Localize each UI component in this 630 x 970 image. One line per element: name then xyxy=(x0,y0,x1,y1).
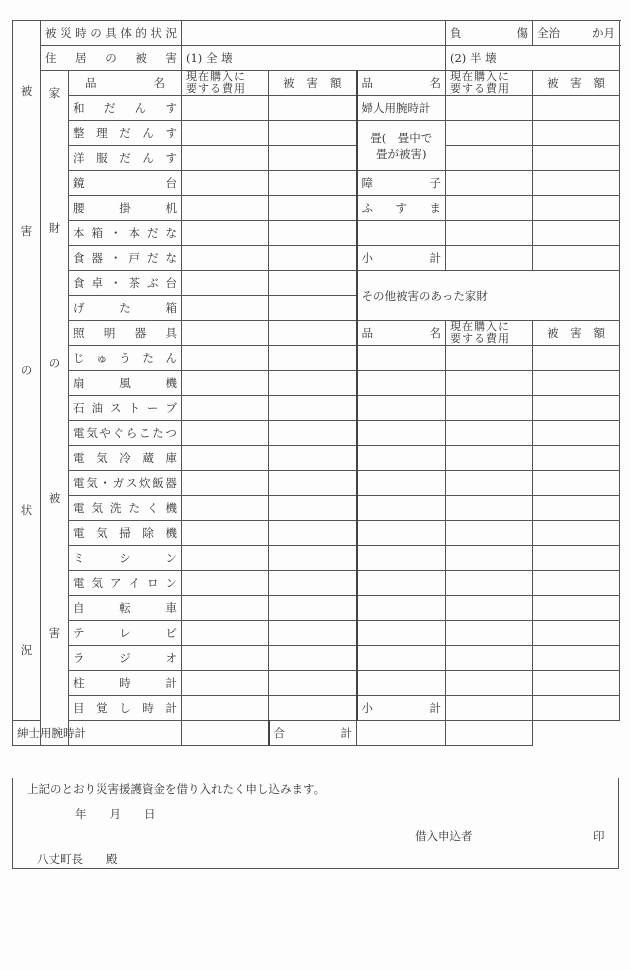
housing-option-full[interactable]: (1) 全 壊 xyxy=(182,46,446,71)
item-name: 食 器 ・ 戸 だ な xyxy=(69,246,182,271)
damage-cell[interactable] xyxy=(269,596,357,621)
damage-cell[interactable] xyxy=(269,246,357,271)
applicant-label: 借入申込者 xyxy=(415,829,473,843)
item-name: じ ゅ う た ん xyxy=(69,346,182,371)
seal-mark: 印 xyxy=(593,829,605,843)
cost-cell[interactable] xyxy=(182,396,269,421)
cost-header: 現在購入に 要する費用 xyxy=(186,70,246,95)
item-name-header: 品 名 xyxy=(357,71,446,96)
damage-cell[interactable] xyxy=(182,721,269,746)
damage-cell[interactable] xyxy=(269,496,357,521)
damage-cell[interactable] xyxy=(533,196,620,221)
damage-cell[interactable] xyxy=(269,196,357,221)
item-ladies-watch: 婦人用腕時計 xyxy=(357,96,446,121)
cost-cell[interactable] xyxy=(446,546,533,571)
cost-cell[interactable] xyxy=(182,246,269,271)
damage-cell[interactable] xyxy=(533,96,620,121)
cost-cell[interactable] xyxy=(446,246,533,271)
cost-cell[interactable] xyxy=(446,446,533,471)
cost-cell[interactable] xyxy=(446,396,533,421)
damage-cell[interactable] xyxy=(269,371,357,396)
item-fusuma: ふ す ま xyxy=(357,196,446,221)
damage-cell[interactable] xyxy=(533,496,620,521)
cost-cell[interactable] xyxy=(182,171,269,196)
other-item-name[interactable] xyxy=(357,371,446,396)
situation-field[interactable] xyxy=(182,21,446,46)
item-tatami: 畳( 畳中で 畳が被害) xyxy=(357,121,446,171)
item-name: 自 転 車 xyxy=(69,596,182,621)
damage-cell[interactable] xyxy=(533,546,620,571)
damage-cell[interactable] xyxy=(269,546,357,571)
item-name: 紳 士 用 腕 時 計 xyxy=(13,721,41,746)
damage-cell[interactable] xyxy=(533,146,620,171)
cost-cell[interactable] xyxy=(182,471,269,496)
item-name: 電 気 洗 た く 機 xyxy=(69,496,182,521)
damage-cell[interactable] xyxy=(269,471,357,496)
other-item-name[interactable] xyxy=(357,646,446,671)
cost-cell[interactable] xyxy=(182,496,269,521)
cost-cell[interactable] xyxy=(182,446,269,471)
damage-cell[interactable] xyxy=(269,446,357,471)
cost-cell[interactable] xyxy=(446,146,533,171)
cost-cell[interactable] xyxy=(182,371,269,396)
cost-cell[interactable] xyxy=(182,271,269,296)
injury-label: 負 傷 xyxy=(446,21,533,46)
item-name: 扇 風 機 xyxy=(69,371,182,396)
damage-cell[interactable] xyxy=(533,596,620,621)
other-item-name[interactable] xyxy=(357,446,446,471)
damage-cell[interactable] xyxy=(533,646,620,671)
item-name: 照 明 器 具 xyxy=(69,321,182,346)
cost-cell[interactable] xyxy=(182,296,269,321)
item-name-header: 品 名 xyxy=(357,321,446,346)
item-name: 電 気 ア イ ロ ン xyxy=(69,571,182,596)
damage-cell[interactable] xyxy=(269,346,357,371)
damage-cell[interactable] xyxy=(533,571,620,596)
damage-cell[interactable] xyxy=(533,621,620,646)
item-name: 鏡 台 xyxy=(69,171,182,196)
cost-cell[interactable] xyxy=(446,671,533,696)
item-name: 石 油 ス ト ー ブ xyxy=(69,396,182,421)
total-label: 合 計 xyxy=(269,721,357,746)
cost-cell[interactable] xyxy=(446,96,533,121)
damage-cell[interactable] xyxy=(269,221,357,246)
other-item-name[interactable] xyxy=(357,421,446,446)
damage-cell[interactable] xyxy=(269,671,357,696)
item-name: 洋 服 だ ん す xyxy=(69,146,182,171)
cost-cell[interactable] xyxy=(182,596,269,621)
cost-cell[interactable] xyxy=(446,421,533,446)
damage-cell[interactable] xyxy=(269,146,357,171)
other-item-name[interactable] xyxy=(357,571,446,596)
item-name-header: 品 名 xyxy=(69,71,182,96)
cost-cell[interactable] xyxy=(182,121,269,146)
footer-section xyxy=(12,778,619,869)
other-items-heading: その他被害のあった家財 xyxy=(357,271,620,321)
damage-cell[interactable] xyxy=(269,296,357,321)
damage-cell[interactable] xyxy=(269,96,357,121)
item-name: 整 理 だ ん す xyxy=(69,121,182,146)
item-shoji: 障 子 xyxy=(357,171,446,196)
cost-cell[interactable] xyxy=(182,671,269,696)
damage-header: 被 害 額 xyxy=(533,321,620,346)
cost-cell[interactable] xyxy=(446,346,533,371)
cost-cell[interactable] xyxy=(182,521,269,546)
application-form-table xyxy=(12,20,620,746)
cost-cell[interactable] xyxy=(446,221,533,246)
item-name: 目 覚 し 時 計 xyxy=(69,696,182,721)
damage-cell[interactable] xyxy=(269,421,357,446)
cost-cell[interactable] xyxy=(446,496,533,521)
damage-cell[interactable] xyxy=(269,321,357,346)
item-name: 電 気 掃 除 機 xyxy=(69,521,182,546)
damage-cell[interactable] xyxy=(269,646,357,671)
cost-cell[interactable] xyxy=(446,596,533,621)
item-name: 電 気 ・ ガ ス 炊 飯 器 xyxy=(69,471,182,496)
damage-cell[interactable] xyxy=(446,721,533,746)
cost-cell[interactable] xyxy=(446,121,533,146)
cost-cell[interactable] xyxy=(182,646,269,671)
subtotal-label: 小 計 xyxy=(357,696,446,721)
damage-cell[interactable] xyxy=(269,571,357,596)
cost-cell[interactable] xyxy=(182,696,269,721)
damage-status-label: 被 害 の 状 況 xyxy=(13,21,41,721)
statement-text: 上記のとおり災害援護資金を借り入れたく申し込みます。 xyxy=(27,782,326,796)
damage-cell[interactable] xyxy=(269,396,357,421)
other-item-name[interactable] xyxy=(357,471,446,496)
damage-cell[interactable] xyxy=(533,421,620,446)
item-name: 柱 時 計 xyxy=(69,671,182,696)
damage-cell[interactable] xyxy=(533,121,620,146)
housing-label: 住 居 の 被 害 xyxy=(41,46,182,71)
cost-header: 現在購入に 要する費用 xyxy=(450,320,510,345)
damage-cell[interactable] xyxy=(533,521,620,546)
damage-cell[interactable] xyxy=(533,446,620,471)
item-name: げ た 箱 xyxy=(69,296,182,321)
item-name: 電 気 冷 蔵 庫 xyxy=(69,446,182,471)
item-name: 腰 掛 机 xyxy=(69,196,182,221)
item-name: ミ シ ン xyxy=(69,546,182,571)
damage-cell[interactable] xyxy=(533,171,620,196)
item-name: テ レ ビ xyxy=(69,621,182,646)
cost-cell[interactable] xyxy=(182,571,269,596)
item-name: 和 だ ん す xyxy=(69,96,182,121)
cost-cell[interactable] xyxy=(446,521,533,546)
item-name: ラ ジ オ xyxy=(69,646,182,671)
damage-header: 被 害 額 xyxy=(269,71,357,96)
damage-cell[interactable] xyxy=(269,521,357,546)
item-name: 本 箱 ・ 本 だ な xyxy=(69,221,182,246)
housing-option-half[interactable]: (2) 半 壊 xyxy=(446,46,620,71)
damage-cell[interactable] xyxy=(533,246,620,271)
damage-cell[interactable] xyxy=(533,346,620,371)
date-field[interactable]: 年 月 日 xyxy=(75,807,156,821)
injury-field[interactable]: 全治 か月 xyxy=(533,21,620,46)
cost-cell[interactable] xyxy=(182,421,269,446)
damage-cell[interactable] xyxy=(533,471,620,496)
damage-cell[interactable] xyxy=(533,696,620,721)
damage-cell[interactable] xyxy=(533,671,620,696)
cost-cell[interactable] xyxy=(446,621,533,646)
cost-cell[interactable] xyxy=(182,196,269,221)
damage-cell[interactable] xyxy=(269,121,357,146)
damage-cell[interactable] xyxy=(533,396,620,421)
cost-cell[interactable] xyxy=(182,96,269,121)
cost-cell[interactable] xyxy=(182,146,269,171)
cost-cell[interactable] xyxy=(446,196,533,221)
other-item-name[interactable] xyxy=(357,671,446,696)
damage-cell[interactable] xyxy=(269,696,357,721)
damage-cell[interactable] xyxy=(269,271,357,296)
situation-label: 被 災 時 の 具 体 的 状 況 xyxy=(41,21,182,46)
other-item-name[interactable] xyxy=(357,396,446,421)
other-item-name[interactable] xyxy=(357,546,446,571)
item-blank[interactable] xyxy=(357,221,446,246)
other-item-name[interactable] xyxy=(357,596,446,621)
cost-cell[interactable] xyxy=(446,171,533,196)
damage-cell[interactable] xyxy=(533,221,620,246)
cost-cell[interactable] xyxy=(182,546,269,571)
item-name: 食 卓 ・ 茶 ぶ 台 xyxy=(69,271,182,296)
cost-cell[interactable] xyxy=(182,621,269,646)
cost-cell[interactable] xyxy=(446,371,533,396)
other-item-name[interactable] xyxy=(357,621,446,646)
damage-cell[interactable] xyxy=(269,621,357,646)
subtotal-label: 小 計 xyxy=(357,246,446,271)
addressee-text: 八丈町長 殿 xyxy=(37,852,118,866)
damage-cell[interactable] xyxy=(533,371,620,396)
cost-cell[interactable] xyxy=(182,221,269,246)
damage-header: 被 害 額 xyxy=(533,71,620,96)
cost-cell[interactable] xyxy=(446,646,533,671)
household-damage-label: 家 財 の 被 害 xyxy=(41,71,69,746)
item-name: 電 気 や ぐ ら こ た つ xyxy=(69,421,182,446)
cost-cell[interactable] xyxy=(182,346,269,371)
damage-cell[interactable] xyxy=(269,171,357,196)
cost-header: 現在購入に 要する費用 xyxy=(450,70,510,95)
cost-cell[interactable] xyxy=(446,571,533,596)
cost-cell[interactable] xyxy=(357,721,446,746)
cost-cell[interactable] xyxy=(446,471,533,496)
cost-cell[interactable] xyxy=(182,321,269,346)
other-item-name[interactable] xyxy=(357,346,446,371)
other-item-name[interactable] xyxy=(357,496,446,521)
other-item-name[interactable] xyxy=(357,521,446,546)
cost-cell[interactable] xyxy=(446,696,533,721)
